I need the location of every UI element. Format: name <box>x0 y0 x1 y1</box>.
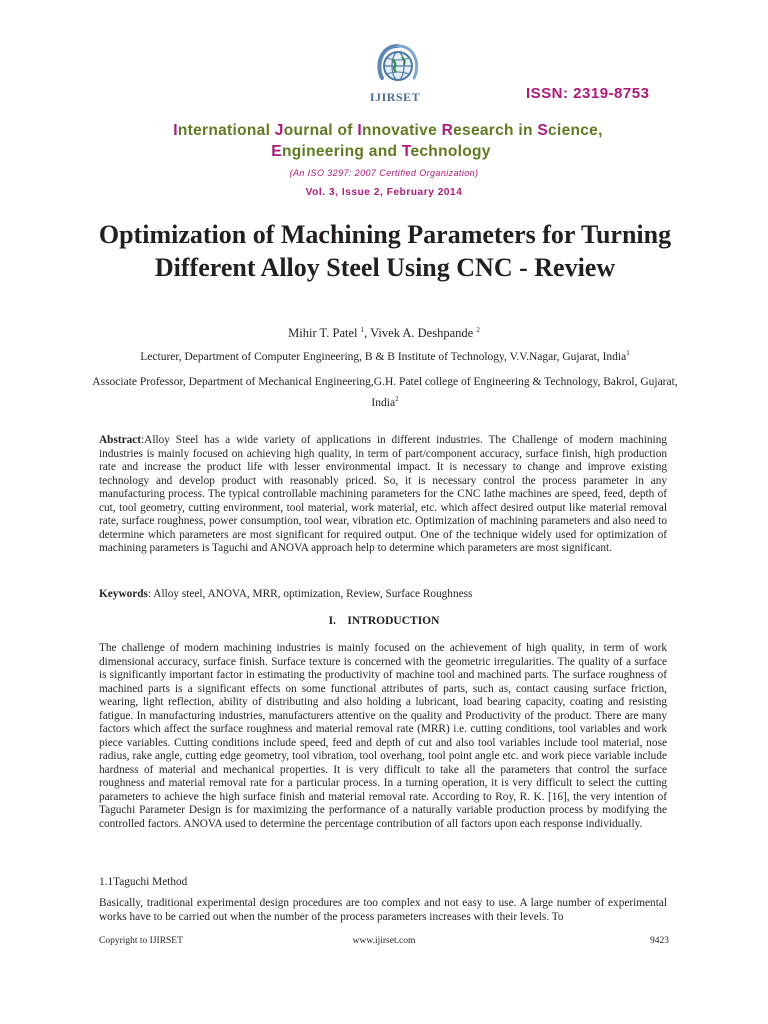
certification-note: (An ISO 3297: 2007 Certified Organization) <box>289 168 479 178</box>
journal-word: nternational <box>177 122 275 139</box>
author-1: Mihir T. Patel <box>288 326 361 340</box>
journal-word: cience, <box>548 122 603 139</box>
affiliation-1 <box>70 347 700 368</box>
journal-initial: J <box>274 122 284 139</box>
paper-title: Optimization of Machining Parameters for Turning Different Alloy Steel Using CNC - Review <box>98 220 672 282</box>
journal-word: ournal of <box>283 122 358 139</box>
journal-initial: S <box>537 122 549 139</box>
affiliation-2-text: Associate Professor, Department of Mechanical Engineering,G.H. Patel college of Engineering & Technology, Bakrol, Gujarat, India <box>92 376 678 409</box>
journal-word: esearch in <box>453 122 538 139</box>
abstract <box>99 434 667 556</box>
footer-page-number: 9423 <box>650 936 669 946</box>
subsection-heading-taguchi: 1.1Taguchi Method <box>99 876 188 888</box>
journal-word: echnology <box>410 143 491 160</box>
logo-text: IJIRSET <box>369 90 421 104</box>
journal-initial: R <box>441 122 454 139</box>
authors-line <box>0 326 768 341</box>
author-2-superscript: 2 <box>476 325 480 334</box>
affiliation-2 <box>90 372 680 414</box>
journal-name-line1 <box>4 122 768 140</box>
journal-initial: I <box>357 122 362 139</box>
journal-name-line2 <box>0 143 765 161</box>
affiliation-2-superscript: 2 <box>395 395 399 404</box>
abstract-label: Abstract <box>99 434 142 446</box>
issn-number: ISSN: 2319-8753 <box>526 85 650 102</box>
keywords-text: : Alloy steel, ANOVA, MRR, optimization, Review, Surface Roughness <box>147 588 473 600</box>
introduction-paragraph: The challenge of modern machining industries is mainly focused on the achievement of high quality, in term of work dimensional accuracy, surface finish. Surface texture is concerned with the geometric irregularities. The quality of a surface is significantly important factor in estimating the productivity of machine tool and machined parts. The surface roughness of machined parts is a significant effects on some functional attributes of parts, such as, contact causing surface friction, wearing, light reflection, ability of distributing and also holding a lubricant, load bearing capacity, coating and resisting fatigue. In manufacturing industries, manufacturers attentive on the quality and Productivity of the product. There are many factors which affect the surface roughness and material removal rate (MRR) i.e. cutting conditions, tool variables and work piece variables. Cutting conditions include speed, feed and depth of cut and also tool variables include tool material, nose radius, rake angle, cutting edge geometry, tool vibration, tool overhang, tool point angle etc. and work piece variable include hardness of material and mechanical properties. It is very difficult to take all the parameters that control the surface roughness and material removal rate for a particular process. In a turning operation, it is very difficult to select the cutting parameters to achieve the high surface finish and material removal rate. According to Roy, R. K. [16], the very intention of Taguchi Parameter Design is for maximizing the performance of a naturally variable production process by modifying the controlled factors. ANOVA used to determine the percentage contribution of all factors upon each response individually. <box>99 642 667 830</box>
footer-copyright: Copyright to IJIRSET <box>99 936 183 946</box>
section-heading-introduction: I. INTRODUCTION <box>328 615 440 627</box>
volume-issue: Vol. 3, Issue 2, February 2014 <box>305 187 463 198</box>
affiliation-1-superscript: 1 <box>626 349 630 358</box>
keywords <box>99 588 667 602</box>
journal-initial: I <box>173 122 178 139</box>
journal-initial: E <box>271 143 282 160</box>
abstract-text: :Alloy Steel has a wide variety of applications in different industries. The Challenge of modern machining industries is mainly focused on achieving high quality, in term of part/component accuracy, surface finish, high production rate and increase the product life with lesser environmental impact. It is necessary to change and improve existing technology and develop product with reasonably priced. So, it is necessary control the process parameter in any manufacturing process. The typical controllable machining parameters for the CNC lathe machines are speed, feed, depth of cut, tool geometry, cutting environment, tool material, work material, etc. which affect desired output like material removal rate, surface roughness, power consumption, tool wear, vibration etc. Optimization of machining parameters and also need to determine which parameters are most significant for required output. One of the technique widely used for optimization of machining parameters is Taguchi and ANOVA approach help to determine which parameters are most significant. <box>99 434 667 554</box>
journal-word: ngineering and <box>281 143 402 160</box>
journal-initial: T <box>401 143 411 160</box>
author-1-superscript: 1 <box>360 325 365 334</box>
footer-website: www.ijirset.com <box>352 936 416 946</box>
affiliation-1-text: Lecturer, Department of Computer Engineering, B & B Institute of Technology, V.V.Nagar, Gujarat, India <box>140 351 627 363</box>
journal-word: nnovative <box>361 122 442 139</box>
taguchi-paragraph: Basically, traditional experimental design procedures are too complex and not easy to use. A large number of experimental works have to be carried out when the number of the process parameters increases with their levels. To <box>99 897 667 923</box>
author-2: , Vivek A. Deshpande <box>364 326 477 340</box>
keywords-label: Keywords <box>99 588 148 600</box>
